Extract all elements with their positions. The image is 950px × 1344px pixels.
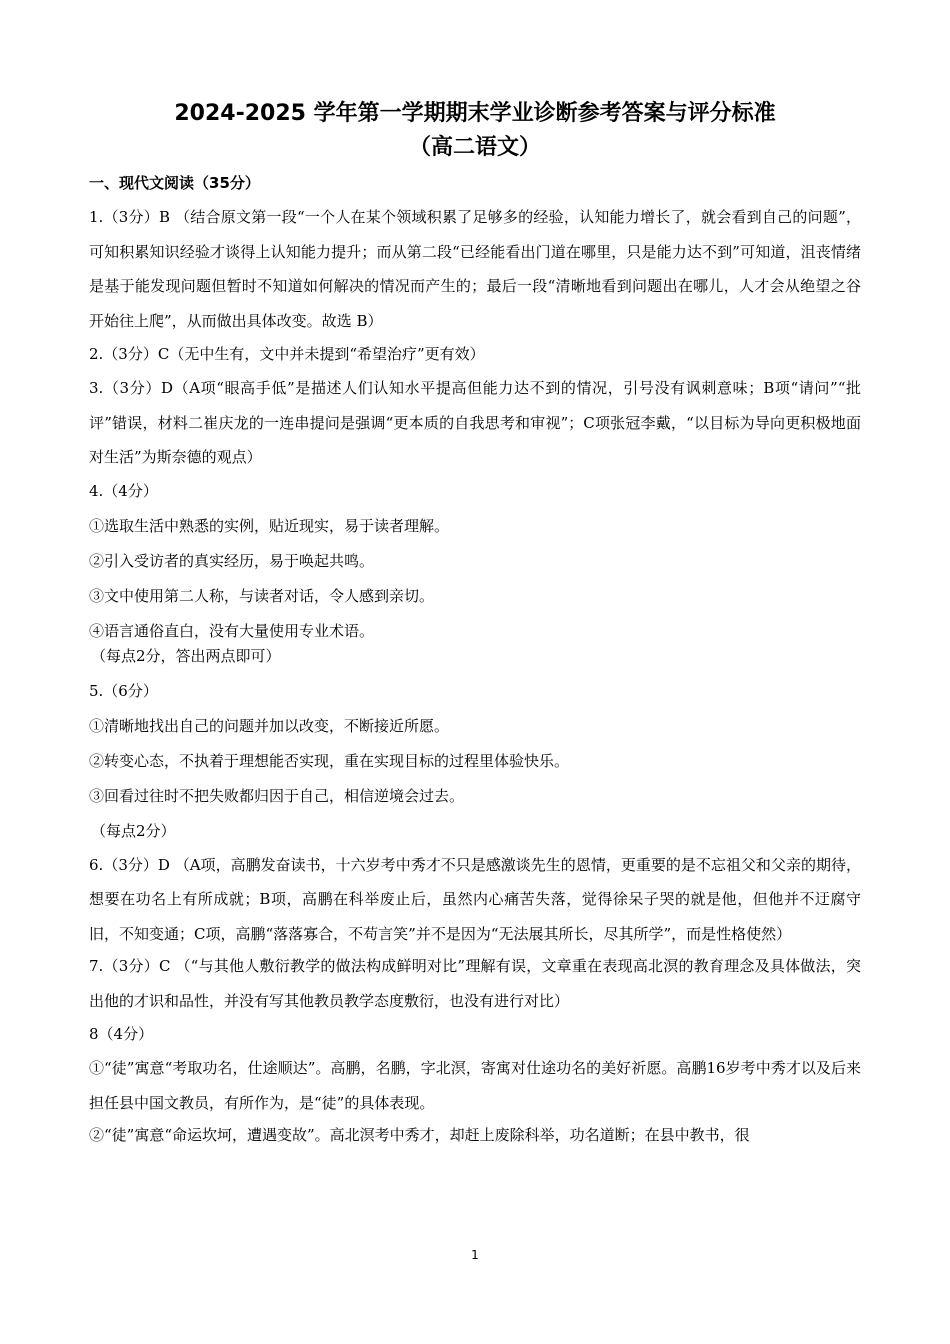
- answer-q7: 7.（3分）C （“与其他人敷衍教学的做法构成鲜明对比”理解有误，文章重在表现高北溟的教育理念及具体做法，突出他的才识和品性，并没有写其他教员教学态度敷衍，也没有进行对比）: [89, 957, 861, 1010]
- answer-q3: 3.（3分）D（A项“眼高手低”是描述人们认知水平提高但能力达不到的情况，引号没有讽刺意味；B项“请问”“批评”错误，材料二崔庆龙的一连串提问是强调“更本质的自我思考和审视”；C项张冠李戴，“以目标为导向更积极地面对生活”为斯奈德的观点）: [89, 379, 861, 466]
- answer-q8-point-1: ①“徒”寓意“考取功名，仕途顺达”。高鹏，名鹏，字北溟，寄寓对仕途功名的美好祈愿。高鹏16岁考中秀才以及后来担任县中国文教员，有所作为，是“徒”的具体表现。: [89, 1059, 861, 1112]
- answer-q4-point-1: ①选取生活中熟悉的实例，贴近现实，易于读者理解。: [89, 516, 450, 535]
- answer-q4-point-4: ④语言通俗直白，没有大量使用专业术语。: [89, 621, 375, 640]
- answer-q5-scoring-note: （每点2分）: [91, 821, 176, 840]
- answer-q1: 1.（3分）B （结合原文第一段“一个人在某个领域积累了足够多的经验，认知能力增长了，就会看到自己的问题”，可知积累知识经验才谈得上认知能力提升；而从第二段“已经能看出门道在哪里，只是能力达不到”可知道，沮丧情绪是基于能发现问题但暂时不知道如何解决的情况而产生的；最后一段“清晰地看到问题出在哪儿，人才会从绝望之谷开始往上爬”，从而做出具体改变。故选 B）: [89, 208, 861, 330]
- answer-q5-heading: 5.（6分）: [89, 681, 158, 700]
- page-number: 1: [471, 1248, 479, 1262]
- answer-q4-heading: 4.（4分）: [89, 481, 158, 500]
- answer-q4-scoring-note: （每点2分，答出两点即可）: [91, 646, 281, 665]
- answer-q4-point-3: ③文中使用第二人称，与读者对话，令人感到亲切。: [89, 586, 435, 605]
- answer-q8-point-2: ②“徒”寓意“命运坎坷，遭遇变故”。高北溟考中秀才，却赶上废除科举，功名道断；在县中教书，很: [89, 1126, 750, 1144]
- document-title: 2024-2025 学年第一学期期末学业诊断参考答案与评分标准: [174, 101, 776, 126]
- answer-q5-point-2: ②转变心态，不执着于理想能否实现，重在实现目标的过程里体验快乐。: [89, 751, 570, 770]
- section-heading-reading: 一、现代文阅读（35分）: [89, 174, 260, 192]
- answer-q5-point-3: ③回看过往时不把失败都归因于自己，相信逆境会过去。: [89, 786, 465, 805]
- answer-q5-point-1: ①清晰地找出自己的问题并加以改变，不断接近所愿。: [89, 716, 450, 735]
- answer-q2: 2.（3分）C（无中生有，文中并未提到“希望治疗”更有效）: [89, 345, 485, 363]
- document-body: [89, 172, 861, 1157]
- answer-q4-point-2: ②引入受访者的真实经历，易于唤起共鸣。: [89, 551, 375, 570]
- document-subtitle: （高二语文）: [408, 135, 541, 160]
- answer-q6: 6.（3分）D （A项，高鹏发奋读书，十六岁考中秀才不只是感激谈先生的恩情，更重要的是不忘祖父和父亲的期待，想要在功名上有所成就；B项，高鹏在科举废止后，虽然内心痛苦失落，觉得徐呆子哭的就是他，但他并不迂腐守旧，不知变通；C项，高鹏“落落寡合，不苟言笑”并不是因为“无法展其所长，尽其所学”，而是性格使然）: [89, 855, 861, 943]
- answer-q8-heading: 8（4分）: [89, 1025, 154, 1043]
